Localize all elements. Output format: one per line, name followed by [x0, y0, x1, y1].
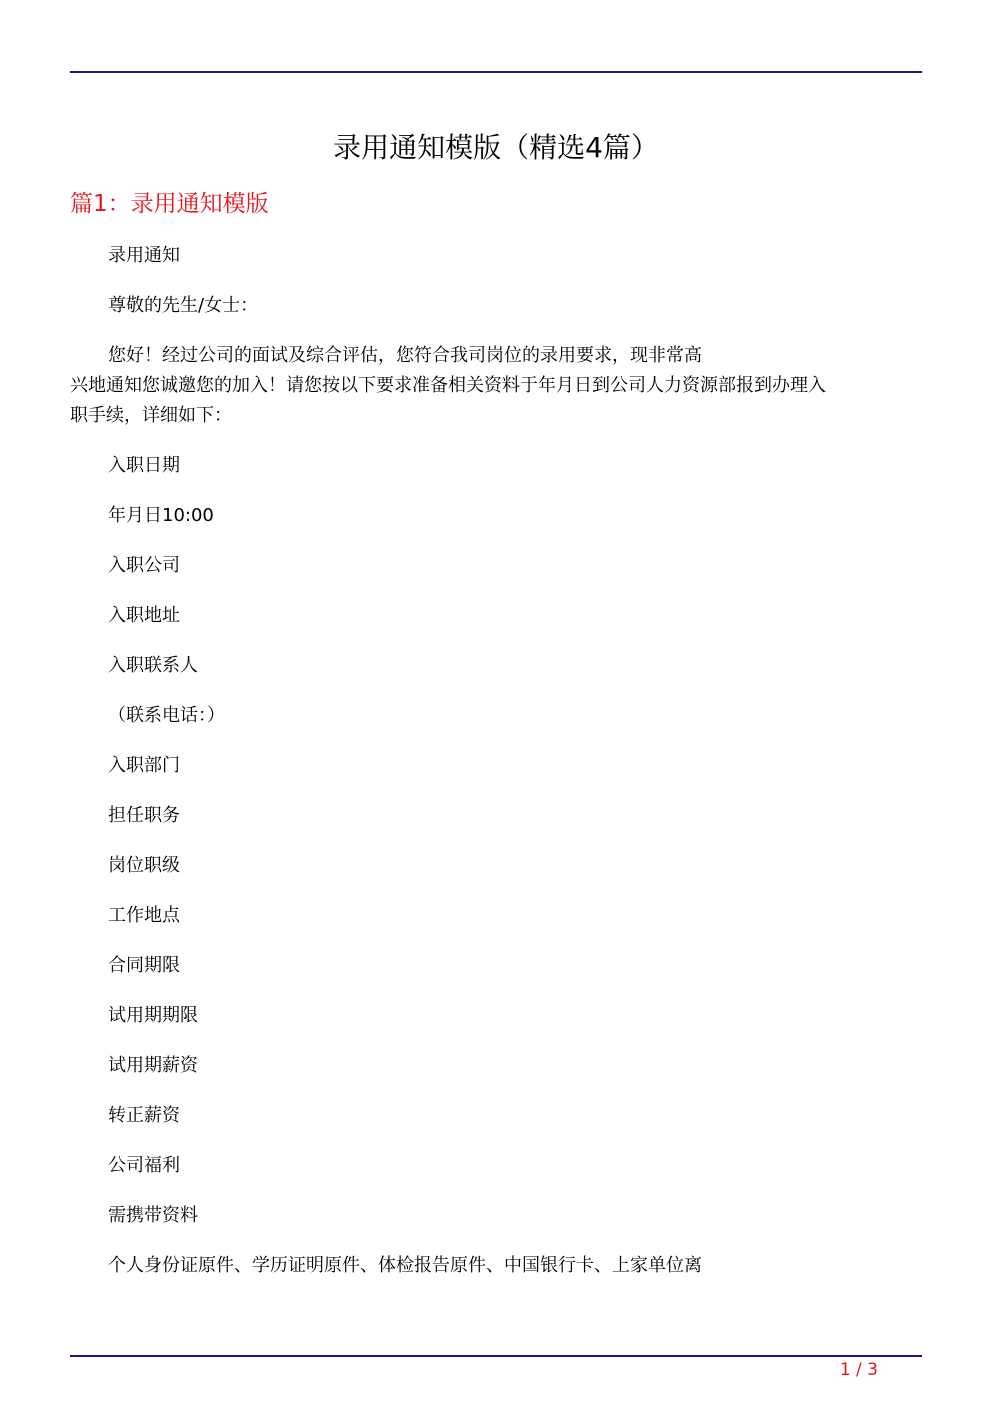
list-item: 岗位职级 — [108, 855, 180, 876]
list-item: 试用期期限 — [108, 1005, 198, 1026]
paragraph-body-line: 您好！经过公司的面试及综合评估，您符合我司岗位的录用要求，现非常高 — [108, 345, 702, 366]
document-title: 录用通知模版（精选4篇） — [333, 131, 659, 164]
list-item: 入职地址 — [108, 605, 180, 626]
list-item: 入职联系人 — [108, 655, 198, 676]
paragraph-body-line: 职手续，详细如下： — [70, 405, 232, 426]
list-item: 转正薪资 — [108, 1105, 180, 1126]
list-item: 个人身份证原件、学历证明原件、体检报告原件、中国银行卡、上家单位离 — [108, 1255, 702, 1276]
paragraph-notice-title: 录用通知 — [108, 245, 180, 266]
list-item: 年月日10:00 — [108, 505, 214, 526]
list-item: 工作地点 — [108, 905, 180, 926]
list-item: 试用期薪资 — [108, 1055, 198, 1076]
page-number: 1 / 3 — [839, 1360, 878, 1380]
list-item: 合同期限 — [108, 955, 180, 976]
list-item: 入职公司 — [108, 555, 180, 576]
paragraph-salutation: 尊敬的先生/女士： — [108, 295, 259, 316]
list-item: （联系电话：） — [108, 705, 225, 726]
list-item: 入职日期 — [108, 455, 180, 476]
paragraph-body-line: 兴地通知您诚邀您的加入！请您按以下要求准备相关资料于年月日到公司人力资源部报到办理入 — [70, 375, 826, 396]
paragraph-body — [70, 341, 922, 431]
list-item: 需携带资料 — [108, 1205, 198, 1226]
list-item: 公司福利 — [108, 1155, 180, 1176]
list-item: 担任职务 — [108, 805, 180, 826]
footer-rule — [70, 1355, 922, 1357]
header-rule — [70, 71, 922, 73]
section-heading: 篇1：录用通知模版 — [70, 191, 269, 217]
list-item: 入职部门 — [108, 755, 180, 776]
